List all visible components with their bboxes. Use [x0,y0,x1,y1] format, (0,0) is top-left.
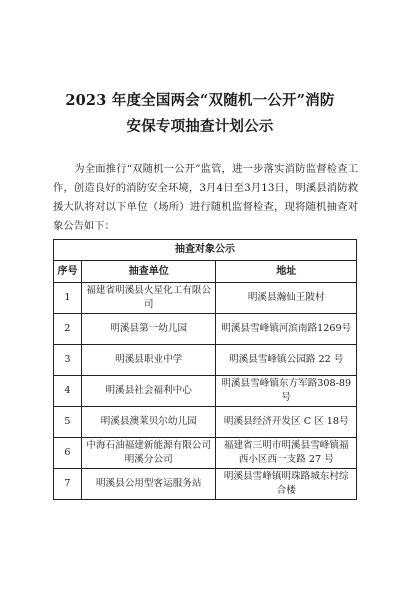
document-title-line-1: 2023 年度全国两会“双随机一公开”消防 [65,92,335,109]
row-address: 明溪县瀚仙王陂村 [216,283,357,314]
table-row [54,283,357,314]
header-address: 地址 [216,261,357,283]
row-address: 明溪县经济开发区 C 区 18号 [216,407,357,438]
table-header-row [54,261,357,283]
row-unit: 明溪县社会福利中心 [81,376,216,407]
row-address: 福建省三明市明溪县雪峰镇福西小区西一支路 27 号 [216,438,357,469]
header-inspected-unit: 抽查单位 [81,261,216,283]
row-unit: 明溪县澳莱贝尔幼儿园 [81,407,216,438]
table-row [54,407,357,438]
table-row [54,345,357,376]
header-serial-number: 序号 [54,261,82,283]
row-number: 2 [54,314,82,345]
row-address: 明溪县雪峰镇河滨南路1269号 [216,314,357,345]
row-number: 1 [54,283,82,314]
row-address: 明溪县雪峰镇公园路 22 号 [216,345,357,376]
row-address: 明溪县雪峰镇明珠路城东村综合楼 [216,469,357,500]
table-row [54,438,357,469]
row-number: 7 [54,469,82,500]
row-number: 4 [54,376,82,407]
inspection-target-table [53,239,357,500]
document-title-line-2: 安保专项抽查计划公示 [126,118,274,135]
row-address: 明溪县雪峰镇东方军路308-89号 [216,376,357,407]
table-caption: 抽查对象公示 [54,240,357,261]
row-number: 5 [54,407,82,438]
row-unit: 福建省明溪县火星化工有限公司 [81,283,216,314]
table-row [54,376,357,407]
table-row [54,469,357,500]
body-paragraph [53,160,358,236]
row-unit: 明溪县职业中学 [81,345,216,376]
table-row [54,314,357,345]
row-unit: 中海石油福建新能源有限公司明溪分公司 [81,438,216,469]
row-number: 3 [54,345,82,376]
row-unit: 明溪县公用型客运服务站 [81,469,216,500]
row-unit: 明溪县第一幼儿园 [81,314,216,345]
row-number: 6 [54,438,82,469]
body-paragraph-text: 为全面推行“双随机一公开”监管，进一步落实消防监督检查工作，创造良好的消防安全环境，3月4日至3月13日，明溪县消防救援大队将对以下单位（场所）进行随机监督检查，现将随机抽查对象公告如下： [53,163,358,232]
